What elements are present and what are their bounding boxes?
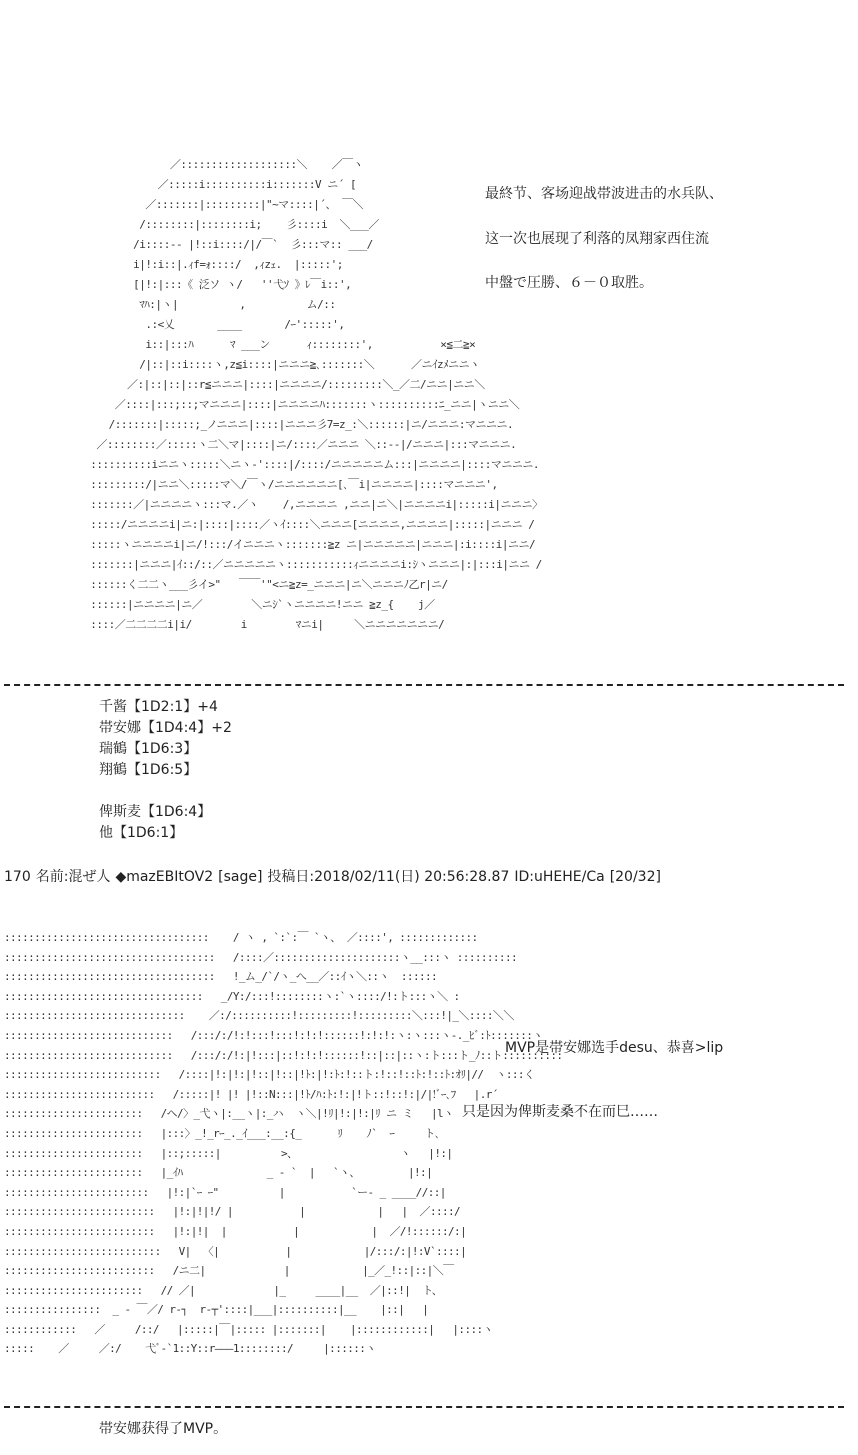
narration-line-1: 最終节、客场迎战帯波进击的水兵队、 (485, 186, 723, 202)
dice-roll-shokaku: 翔鶴【1D6:5】 (99, 762, 198, 778)
post-author-name[interactable]: 混ぜ人 (68, 869, 111, 885)
dice-roll-zuikaku: 瑞鶴【1D6:3】 (99, 741, 198, 757)
section-divider-bottom (4, 1406, 844, 1408)
narration-line-3: 中盤で圧勝、６－０取胜。 (485, 275, 653, 291)
post-number: 170 (4, 869, 31, 885)
post-counter: [20/32] (609, 869, 661, 885)
post-id: ID:uHEHE/Ca (514, 869, 605, 885)
narration-reason: 只是因为俾斯麦桑不在而巳…… (462, 1104, 658, 1120)
mvp-result-line: 帯安娜获得了MVP。 (99, 1421, 228, 1437)
narration-mvp: MVP是帯安娜选手desu、恭喜>lip (505, 1040, 724, 1056)
post-name-label: 名前: (35, 869, 69, 885)
ascii-art-girls-top: ／:::::::::::::::::::＼ ／￣ヽ ／:::::i::::::::::i:::::::V ニ´ [ ／:::::::|:::::::::|"~マ::::|´、 ￣＼ /::::::::|::::::::i; 彡::::i ＼___／ /i::::-‐ |!::i::::/|/￣` 彡:::マ:: ___/ i|!:i::|.ｨf=ｫ::::/ ,ｨzｪ. |:::::'; [|!:|:::《 泛ソ ヽ/ ''弋ｿ 》ﾚ￣i::', ﾏﾊ:|ヽ| , ム/:: .:<乂 ____ /ｰ':::::', i::|:::ﾊ ﾏ ___ン ｨ::::::::', ×≦二≧× /|::|::i::::ヽ,z≦i::::|ニニニ≧､:::::::＼ ／ニｲzﾒニニヽ ／:|::|::|::r≦ニニニ|::::|ニニニニ/:::::::::＼_／二/ニニ|ニニ＼ ／::::|:::;::;マニニニ|::::|ニニニニﾊ:::::::ヽ::::::::::ﾆ_ニニ|ヽニニ＼ /:::::::|:::::;_ノニニニ|::::|ニニニ彡7=z_:＼::::::|ニ/ニニニ:マニニニ. ／::::::::／:::::ヽ二＼マ|::::|ニ/::::／ニニニ ＼::-‐|/ニニニ|:::マニニニ. ::::::::::iニニヽ:::::＼ニヽ-'::::|/::::/ニニニニニム:::|ニニニニ|::::マニニニ. :::::::::/|ニニ＼:::::マ＼/￣ヽ/ニニニニニニ[､￣i|ニニニニ|::::マニニニ', :::::::／|ニニニニヽ:::マ.／ヽ /,ニニニニ ,ニニ|ニ＼|ニニニニi|:::::i|ニニニ〉 :::::/ニニニニi|ニ:|::::|::::／ヽｲ::::＼ニニニ[ニニニニ,ニニニニ|:::::|ニニニ / :::::ヽニニニニi|ニ/!:::/イニニニヽ:::::::≧z ニ|ニニニニニ|ニニニ|:i::::i|ニニ/ :::::::|ニニニ|ｲ::/::／ニニニニニヽ:::::::::::ｨニニニニi:ｼヽニニニ|:|:::i|ニニ / ::::::く二二ヽ___彡イ>" ￣￣'"<ニ≧z=_ニニニ|ニ＼ニニニﾉ乙r|ニ/ ::::::|ニニニニ|ニ／ ＼ニｼ`ヽニニニニ!ニニ ≧z_{ j／ ::::／二二二二i|i/ i ﾏニi| ＼ニニニニニニニ/ (90, 158, 543, 631)
dice-roll-other: 他【1D6:1】 (99, 825, 184, 841)
dice-roll-list (99, 697, 232, 844)
dice-roll-bismarck: 俾斯麦【1D6:4】 (99, 804, 212, 820)
dice-roll-chiaki: 千酱【1D2:1】+4 (99, 699, 218, 715)
post-date-label: 投稿日: (267, 869, 315, 885)
dice-roll-anna: 帯安娜【1D4:4】+2 (99, 720, 232, 736)
ascii-art-girl-bottom: :::::::::::::::::::::::::::::::::: / ヽ , `:`:￣ `ヽ、 ／::::', ::::::::::::: ::::::::::::::::::::::::::::::::::: /::::／:::::::::::::::::::::ヽ__:::ヽ :::::::::: ::::::::::::::::::::::::::::::::::: !_ム_/`/ヽ_へ__／::ｲヽ＼::ヽ :::::: ::::::::::::::::::::::::::::::::: _/Y:/:::!::::::::ヽ:`ヽ::::/!:ト:::ヽ＼ : :::::::::::::::::::::::::::::: ／:/::::::::::!:::::::::!:::::::::＼:::!|_＼::::＼＼ :::::::::::::::::::::::::::: /:::/:/!:!:::!:::!:!:!::::::!:!:!:ヽ:ヽ:::ヽ-._ﾋﾞ:ﾄ:::::::ヽ :::::::::::::::::::::::::::: /:::/:/!:|!:::|::!:!:!::::::!::|::|::ヽ:ト:::ト_ﾉ::ト:::::::::: :::::::::::::::::::::::::: /::::|!:|!:|!::|!::|!ﾄ:|!:ﾄ:!::ト:!::!::ﾄ:!::ﾄ:ｵﾘ|// ヽ:::く ::::::::::::::::::::::::: /:::::|! |! |!::N:::|!ﾄ/ﾊ:ﾄ:!:|!ト::!::!:|/|!ﾞｰ､ﾌ |.r´ ::::::::::::::::::::::: /ヘ/〉_弋ヽ|:__ヽ|:_ハ ヽ＼|!ﾘ|!:|!:|ﾘ ニ ミ |lヽ ::::::::::::::::::::::: |:::〉_!_rｰ_._ｲ___:__:{_ ﾘ ﾉ` ｰ ト､ ::::::::::::::::::::::: |::;:::::| >、 ヽ |!:| ::::::::::::::::::::::: |_ｲﾊ _ - ` | `ヽ、 |!:| :::::::::::::::::::::::: |!:|`ｰ ｰ" | `ー- _ ____//::| ::::::::::::::::::::::::: |!:|!|!/ | | | | ／::::/ ::::::::::::::::::::::::: |!:|!| | | | ／/!::::::/:| :::::::::::::::::::::::::: V| 〈| | |/:::/:|!:V`::::| ::::::::::::::::::::::::: /ニ二| | |_／_!::|::|＼￣ ::::::::::::::::::::::: // ／| |_ ____|__ ／|::!| ト、 :::::::::::::::: _ ‐ ￣／/ r-┐ r-┬'::::|___|::::::::::|__ |::| | :::::::::::: ／ /::/ |:::::|￣|::::: |:::::::| |::::::::::::| |::::ヽ ::::: ／ ／:/ 弋ﾞ‐`1::Y::r―――1::::::::/ |::::::ヽ (4, 931, 563, 1356)
narration-line-2: 这一次也展现了利落的凤翔家西住流 (485, 231, 709, 247)
dice-roll-spacer (99, 781, 232, 802)
section-divider-top (4, 684, 844, 686)
post-header (4, 866, 666, 886)
post-trip: ◆mazEBItOV2 (115, 869, 214, 885)
post-date: 2018/02/11(日) 20:56:28.87 (314, 869, 510, 885)
post-mail[interactable]: [sage] (218, 869, 263, 885)
